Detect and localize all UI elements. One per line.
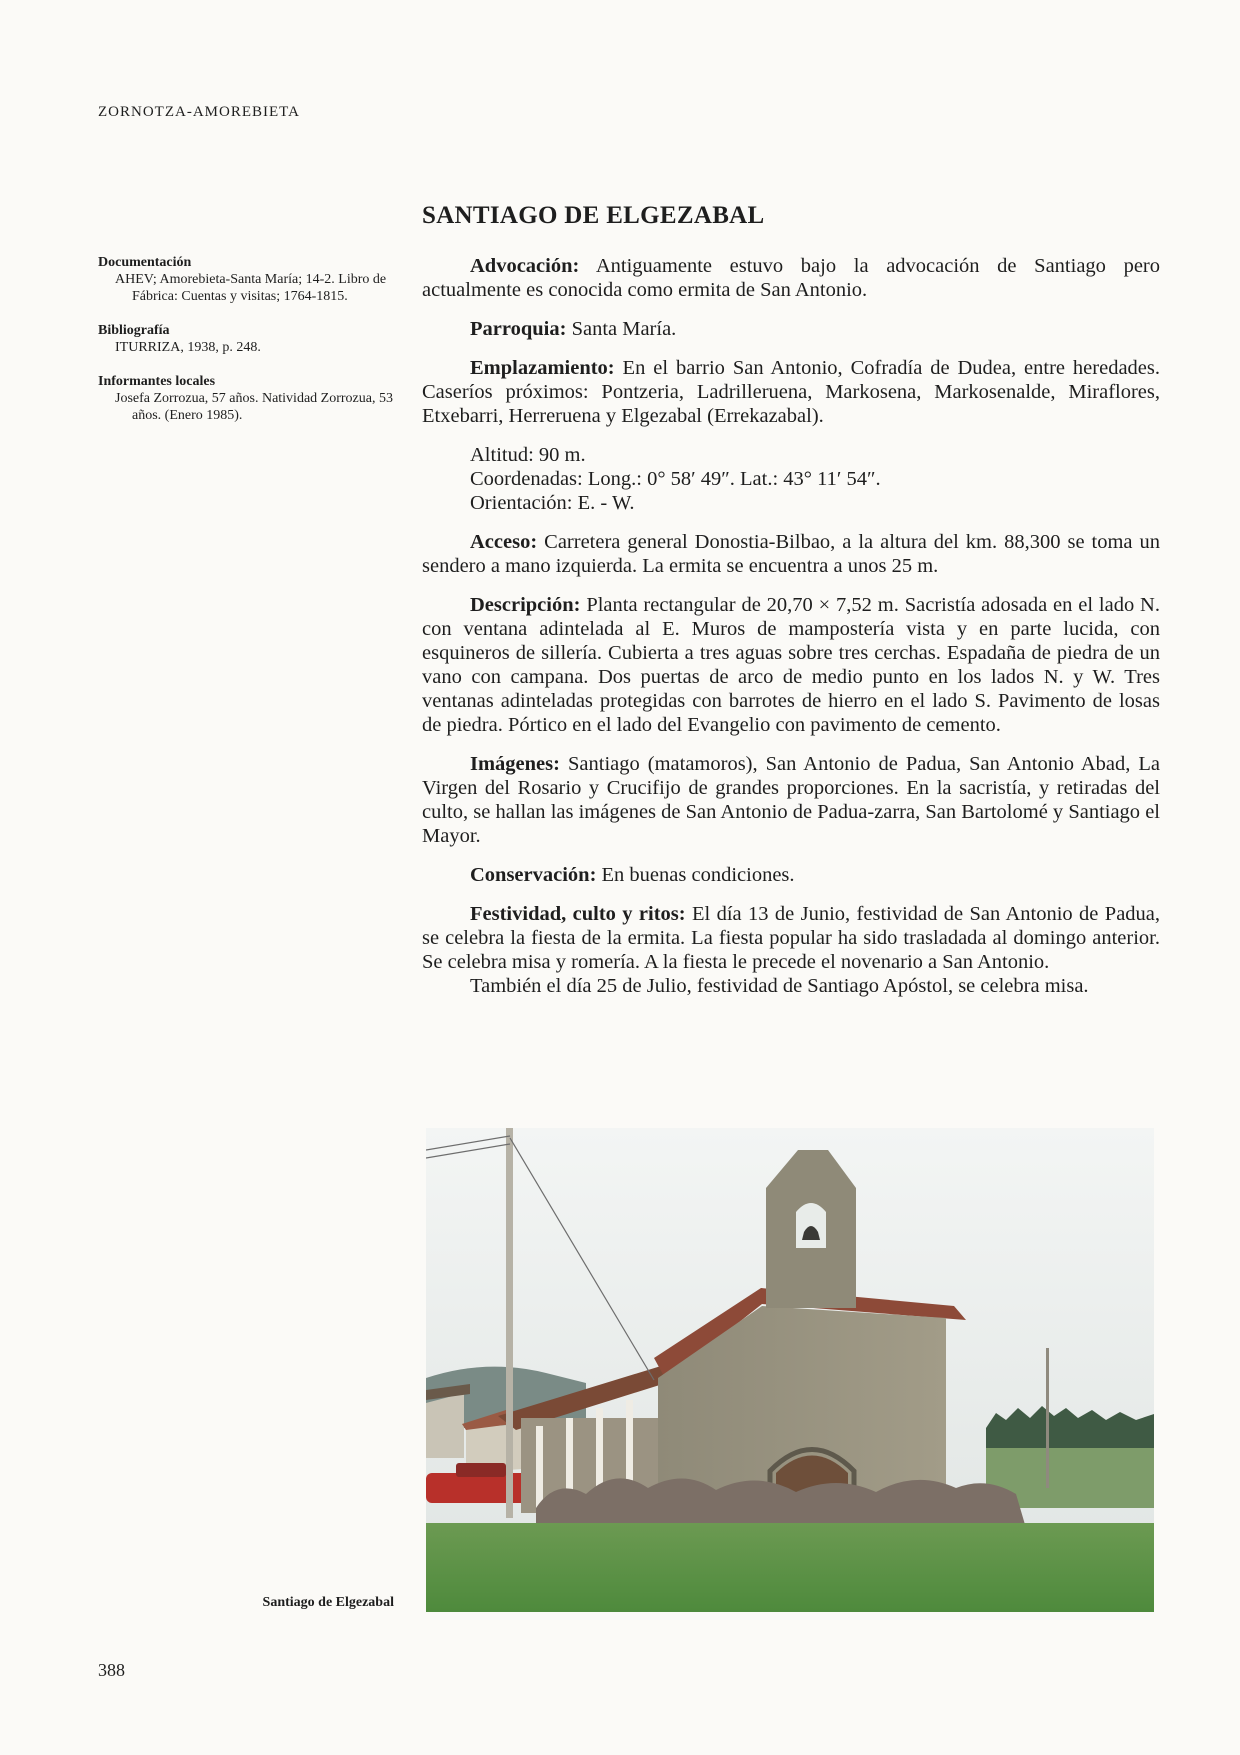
page-title: SANTIAGO DE ELGEZABAL: [422, 202, 765, 229]
informantes-text: Josefa Zorrozua, 57 años. Natividad Zorrozua, 53 años. (Enero 1985).: [115, 391, 393, 423]
festividad-paragraph-2: También el día 25 de Julio, festividad de Santiago Apóstol, se celebra misa.: [470, 975, 1089, 997]
sidebar-references: [98, 254, 396, 441]
lawn: [426, 1523, 1154, 1612]
emplazamiento-label: Emplazamiento:: [470, 357, 615, 379]
coordenadas-line: Coordenadas: Long.: 0° 58′ 49″. Lat.: 43° 11′ 54″.: [470, 468, 881, 490]
altitud-line: Altitud: 90 m.: [470, 444, 586, 466]
bell-opening: [796, 1203, 826, 1248]
hermitage-photo: [426, 1128, 1154, 1612]
conservacion-label: Conservación:: [470, 864, 597, 886]
bibliografia-heading: Bibliografía: [98, 323, 170, 338]
parroquia-paragraph: [422, 317, 1160, 341]
bibliografia-block: [98, 322, 396, 356]
descripcion-label: Descripción:: [470, 594, 581, 616]
descripcion-paragraph: [422, 593, 1160, 737]
advocacion-label: Advocación:: [470, 255, 580, 277]
parroquia-label: Parroquia:: [470, 318, 567, 340]
left-house: [426, 1393, 464, 1458]
advocacion-text: Antiguamente estuvo bajo la advocación de Santiago pero actualmente es conocida como ermita de San Antonio.: [422, 255, 1160, 301]
bibliografia-text: ITURRIZA, 1938, p. 248.: [115, 340, 261, 355]
festividad-paragraph: [422, 902, 1160, 974]
utility-pole: [506, 1128, 513, 1518]
emplazamiento-paragraph: [422, 356, 1160, 428]
documentacion-heading: Documentación: [98, 255, 192, 270]
red-car-window: [456, 1463, 506, 1477]
imagenes-paragraph: [422, 752, 1160, 848]
main-text: [422, 254, 1160, 1013]
acceso-paragraph: [422, 530, 1160, 578]
advocacion-paragraph: [422, 254, 1160, 302]
informantes-heading: Informantes locales: [98, 374, 216, 389]
imagenes-label: Imágenes:: [470, 753, 560, 775]
acceso-text: Carretera general Donostia-Bilbao, a la altura del km. 88,300 se toma un sendero a mano izquierda. La ermita se encuentra a unos 25 m.: [422, 531, 1160, 577]
conservacion-text: En buenas condiciones.: [601, 864, 795, 886]
right-pole: [1046, 1348, 1049, 1488]
orientacion-line: Orientación: E. - W.: [470, 492, 635, 514]
emplazamiento-text: En el barrio San Antonio, Cofradía de Dudea, entre heredades. Caseríos próximos: Pontzeria, Ladrilleruena, Markosena, Markosenalde, Miraflores, Etxebarri, Herreruena y Elgezabal (Errekazabal).: [422, 357, 1160, 427]
documentacion-text: AHEV; Amorebieta-Santa María; 14-2. Libro de Fábrica: Cuentas y visitas; 1764-1815.: [115, 272, 387, 304]
conservacion-paragraph: [422, 863, 1160, 887]
festividad-label: Festividad, culto y ritos:: [470, 903, 686, 925]
running-head: ZORNOTZA-AMOREBIETA: [98, 104, 300, 120]
descripcion-text: Planta rectangular de 20,70 × 7,52 m. Sacristía adosada en el lado N. con ventana adintelada al E. Muros de mampostería vista y en parte lucida, con esquineros de sillería. Cubierta a tres aguas sobre tres cerchas. Espadaña de piedra de un vano con campana. Dos puertas de arco de medio punto en los lados N. y W. Tres ventanas adinteladas protegidas con barrotes de hierro en el lado S. Pavimento de losas de piedra. Pórtico en el lado del Evangelio con pavimento de cemento.: [422, 594, 1160, 736]
red-car: [426, 1473, 531, 1503]
acceso-label: Acceso:: [470, 531, 538, 553]
informantes-block: [98, 373, 396, 424]
parroquia-text: Santa María.: [571, 318, 677, 340]
photo-caption: Santiago de Elgezabal: [262, 1595, 394, 1610]
location-details: [422, 443, 1160, 515]
page-number: 388: [98, 1660, 125, 1680]
festividad-text: El día 13 de Junio, festividad de San Antonio de Padua, se celebra la fiesta de la ermita. La fiesta popular ha sido trasladada al domingo anterior. Se celebra misa y romería. A la fiesta le precede el novenario a San Antonio.: [422, 903, 1161, 973]
documentacion-block: [98, 254, 396, 305]
imagenes-text: Santiago (matamoros), San Antonio de Padua, San Antonio Abad, La Virgen del Rosario y Crucifijo de grandes proporciones. En la sacristía, y retiradas del culto, se hallan las imágenes de San Antonio de Padua-zarra, San Bartolomé y Santiago el Mayor.: [422, 753, 1161, 847]
